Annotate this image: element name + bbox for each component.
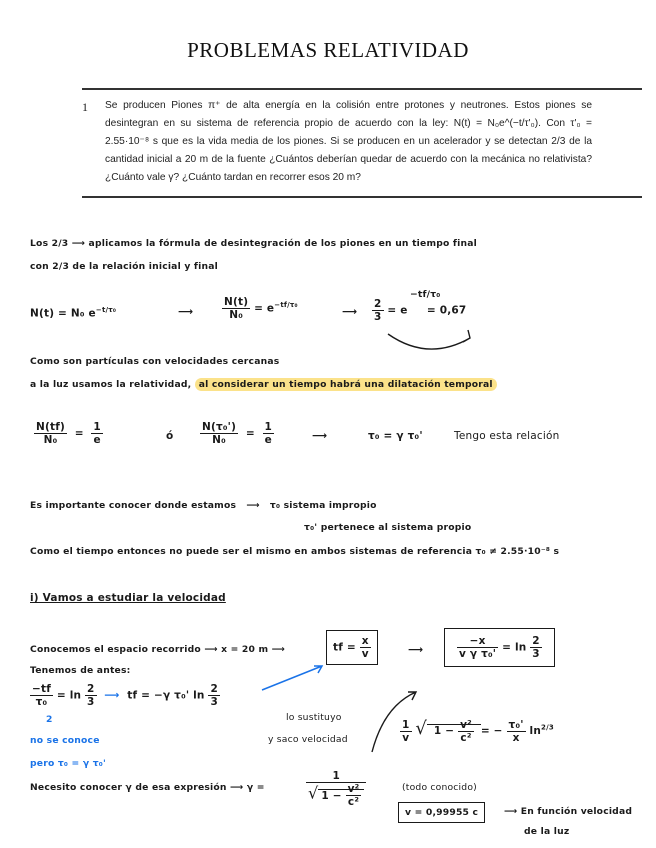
note-line-2: con 2/3 de la relación inicial y final [30,261,218,272]
highlighted-statement: al considerar un tiempo habrá una dilatación temporal [195,378,497,391]
arrow-to-box2: ⟶ [408,644,424,656]
eq2-note: Tengo esta relación [454,430,560,442]
curved-arrow-sust [372,692,416,752]
eq3-rhs: tf = −γ τ₀' ln [127,689,205,702]
velocity-result-box: v = 0,99955 c [398,802,485,823]
eq1-c-value: = 0,67 [426,304,467,317]
eq2-b-den: N₀ [212,434,226,446]
eq1-ratio-den: N₀ [229,309,243,321]
blue-mark-2: 2 [46,714,53,725]
gamma-rad-den: c² [347,796,360,808]
eq2-ratio-a: $\frac{N(tf)}{\text{N₀}}$ = $\frac{1}{e}$ [36,421,101,446]
note-line-6: τ₀' pertenece al sistema propio [304,522,472,533]
eq1-c-eq: = e [387,304,408,317]
eq3-den: τ₀ [35,696,48,708]
eq4-rad-num: v² [460,718,472,731]
eq2-a-den: N₀ [43,434,58,446]
eq1-ratio-num: N(t) [224,296,249,308]
eq4-rhs: = − [480,725,503,737]
eq3-fn: 2 [87,683,95,695]
page-title: PROBLEMAS RELATIVIDAD [187,38,469,62]
eq4-ln: ln [529,725,542,737]
eq2-b-den2: e [264,434,272,446]
note-line-3: Como son partículas con velocidades cercanas [30,356,280,367]
eq4-ln-exp: 2/3 [541,723,554,732]
gamma-num: 1 [306,770,366,783]
note-line-7: Como el tiempo entonces no puede ser el mismo en ambos sistemas de referencia τ₀ ≠ 2.55·10⁻⁸ s [30,546,560,557]
note-line-5-a: Es importante conocer donde estamos [30,500,237,511]
eq3-fd: 3 [87,696,95,708]
eq2-b-num2: 1 [264,421,273,433]
note-line-8: Conocemos el espacio recorrido ⟶ x = 20 m ⟶ [30,644,286,655]
eq4-rhs-num: τ₀' [508,718,524,731]
sust-note-2: y saco velocidad [268,734,348,745]
note-line-5-b: τ₀ sistema impropio [269,500,377,511]
eq2-a-num: N(tf) [36,421,65,433]
eq4-rad-one: 1 − [433,725,455,737]
arrow-5: ⟶ [246,500,260,511]
eq4-num: 1 [402,718,410,731]
eq4-rad-den: c² [460,731,472,744]
eq1-arrow-2: ⟶ [342,306,358,318]
sust-note-1: lo sustituyo [286,712,342,723]
eq3-mid: = ln [56,689,82,702]
box-ln-num: −x [457,635,498,648]
note-line-4-text: a la luz usamos la relatividad, [30,379,192,390]
problem-number: 1 [82,100,88,114]
problem-statement: Se producen Piones π⁺ de alta energía en la colisión entre protones y neutrones. Estos piones se desintegran en su sistema de referencia propio de acuerdo con la ley: N(t) = N₀e^(−t/τ'₀). Con τ'₀ = 2.55·10⁻⁸ s que es la vida media de los piones. Si se producen en un acelerador y se detectan 2/3 de la cantidad inicial a 20 m de la fuente ¿Cuántos deberían quedar de acuerdo con la mecánica no relativista? ¿Cuánto vale γ? ¿Cuánto tardan en recorrer esos 20 m? [105,100,592,183]
eq4: $\frac{1}{v}$ √ 1 − $\frac{\text{v²}}{\text{c²}}$ = − $\frac{\text{τ₀'}}{x}$ $\ln^{2/3}$ [402,718,554,744]
eq4-den: v [402,731,410,744]
eq1-c-den: 3 [374,311,382,323]
eq1-arrow-1: ⟶ [178,306,194,318]
note-line-1: Los 2/3 ⟶ aplicamos la fórmula de desintegración de los piones en un tiempo final [30,238,477,249]
blue-note-1: no se conoce [30,735,100,746]
blue-note-2: pero τ₀ = γ τ₀' [30,758,106,769]
eq2-ratio-b: $\frac{\text{N(τ₀')}}{\text{N₀}}$ = $\frac{1}{e}$ [202,421,273,446]
eq3-fn2: 2 [210,683,218,695]
eq4-rhs-den: x [512,731,520,744]
eq3-num: −tf [32,683,51,695]
box-tf-lhs: tf = [333,641,356,654]
eq1-exponent: −t/τ₀ [95,306,117,314]
blue-arrow [262,666,322,690]
eq1-c-num: 2 [374,298,382,310]
box-tf-num: x [360,635,371,648]
eq2-or: ó [166,430,174,442]
eq2-a-den2: e [93,434,101,446]
eq1-ratio-exponent: −tf/τ₀ [274,301,298,309]
eq2-a-num2: 1 [93,421,101,433]
box-ln-fd: 3 [532,648,540,660]
eq1-c-exponent: −tf/τ₀ [410,289,441,300]
curved-arrow-eq1 [388,330,470,349]
note-line-10: Necesito conocer γ de esa expresión ⟶ γ = [30,782,265,793]
eq2-dilation: τ₀ = γ τ₀' [368,430,423,442]
velocity-note-2: de la luz [524,826,570,837]
eq1-lhs: N(t) = N₀ e [30,307,96,320]
note-line-9: Tenemos de antes: [30,665,131,676]
eq3-fd2: 3 [210,696,218,708]
box-tf-den: v [361,648,369,660]
gamma-expression: 1 √ 1 − $\frac{\text{v²}}{\text{c²}}$ [306,770,366,808]
gamma-rad-num: v² [347,783,360,795]
velocity-note-1: ⟶ En función velocidad [504,806,633,817]
gamma-rad-one: 1 − [321,789,342,802]
section-i-heading: i) Vamos a estudiar la velocidad [30,592,226,604]
eq3-arrow: ⟶ [104,689,120,702]
box-ln-fn: 2 [532,635,540,647]
todo-note: (todo conocido) [402,782,477,793]
box-ln-rhs: = ln [502,641,527,654]
eq1-ratio-rhs: = e [254,302,275,315]
eq2-arrow: ⟶ [312,430,328,442]
eq2-b-num: N(τ₀') [202,421,237,433]
box-ln-den: v γ τ₀' [459,648,497,660]
